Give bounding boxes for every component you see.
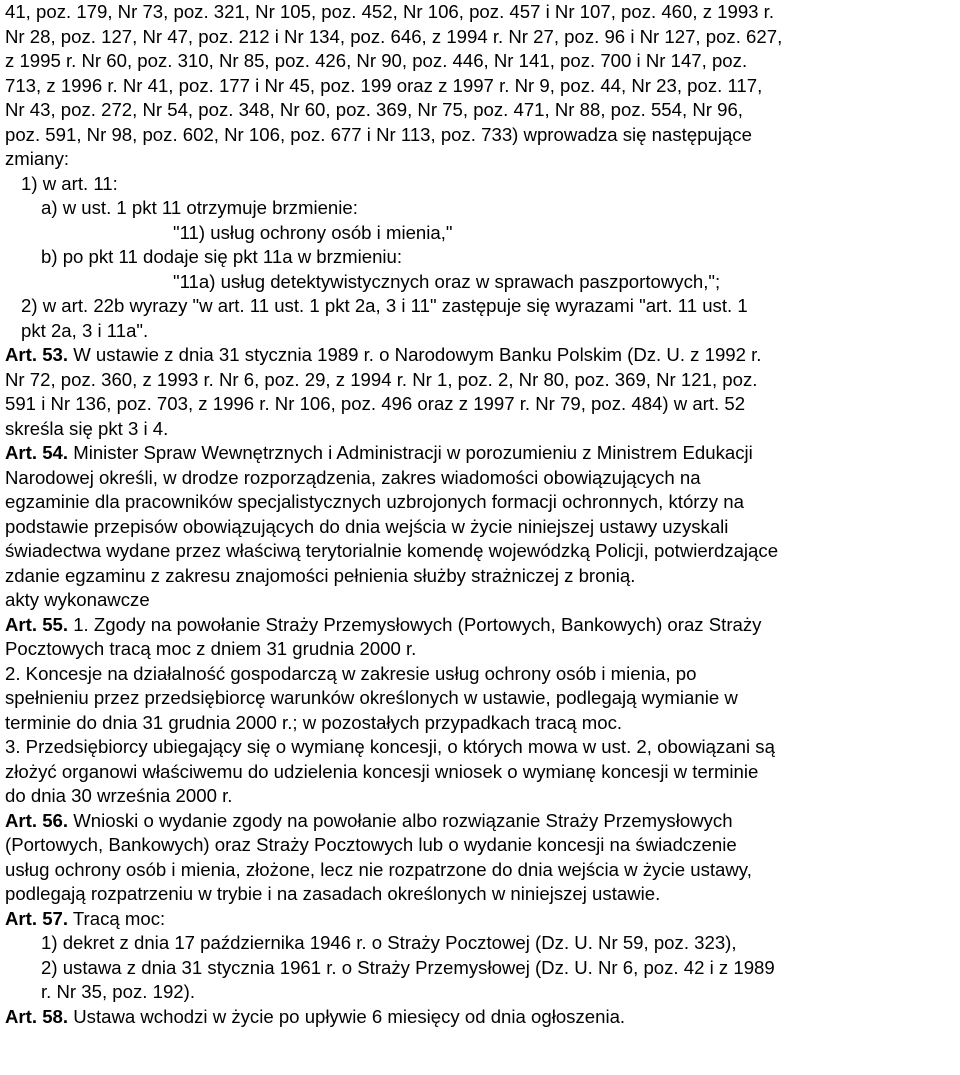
article-label: Art. 58. (5, 1005, 69, 1027)
article-56 (5, 809, 955, 907)
text-line: z 1995 r. Nr 60, poz. 310, Nr 85, poz. 426, Nr 90, poz. 446, Nr 141, poz. 700 i Nr 147, poz. (5, 50, 748, 71)
list-item: 2) w art. 22b wyrazy "w art. 11 ust. 1 pkt 2a, 3 i 11" zastępuje się wyrazami "art. 11 ust. 1 (21, 295, 748, 316)
text-line: 591 i Nr 136, poz. 703, z 1996 r. Nr 106, poz. 496 oraz z 1997 r. Nr 79, poz. 484) w art. 52 (5, 393, 746, 414)
text-line: 713, z 1996 r. Nr 41, poz. 177 i Nr 45, poz. 199 oraz z 1997 r. Nr 9, poz. 44, Nr 23, poz. 117, (5, 74, 763, 96)
quoted-text: "11a) usług detektywistycznych oraz w sprawach paszportowych,"; (173, 270, 721, 292)
text-line: Narodowej określi, w drodze rozporządzenia, zakres wiadomości obowiązujących na (5, 466, 701, 488)
text-line: do dnia 30 września 2000 r. (5, 785, 233, 806)
text-line: zdanie egzaminu z zakresu znajomości pełnienia służby strażniczej z bronią. (5, 564, 636, 586)
list-item-continued: r. Nr 35, poz. 192). (41, 981, 195, 1002)
text-line: Art. 56. Wnioski o wydanie zgody na powołanie albo rozwiązanie Straży Przemysłowych (5, 809, 733, 831)
text-line: terminie do dnia 31 grudnia 2000 r.; w pozostałych przypadkach tracą moc. (5, 711, 623, 733)
text-line: złożyć organowi właściwemu do udzielenia koncesji wniosek o wymianę koncesji w terminie (5, 760, 759, 782)
text-line: Art. 54. Minister Spraw Wewnętrznych i Administracji w porozumieniu z Ministrem Edukacji (5, 442, 753, 463)
article-53 (5, 343, 955, 441)
text-line: skreśla się pkt 3 i 4. (5, 417, 169, 439)
text-line: podstawie przepisów obowiązujących do dnia wejścia w życie niniejszej ustawy uzyskali (5, 515, 729, 537)
article-label: Art. 54. (5, 442, 69, 463)
text-line: Pocztowych tracą moc z dniem 31 grudnia 2000 r. (5, 638, 417, 659)
text-line: 41, poz. 179, Nr 73, poz. 321, Nr 105, poz. 452, Nr 106, poz. 457 i Nr 107, poz. 460, z 1993 r. (5, 1, 775, 22)
text-line: Nr 72, poz. 360, z 1993 r. Nr 6, poz. 29, z 1994 r. Nr 1, poz. 2, Nr 80, poz. 369, Nr 121, poz. (5, 368, 758, 390)
article-label: Art. 57. (5, 907, 69, 929)
text-line: egzaminie dla pracowników specjalistycznych uzbrojonych formacji ochronnych, którzy na (5, 491, 744, 512)
quoted-text: "11) usług ochrony osób i mienia," (173, 221, 453, 243)
article-label: Art. 56. (5, 809, 69, 831)
text-line: Art. 58. Ustawa wchodzi w życie po upływie 6 miesięcy od dnia ogłoszenia. (5, 1005, 626, 1027)
text-line: Nr 28, poz. 127, Nr 47, poz. 212 i Nr 134, poz. 646, z 1994 r. Nr 27, poz. 96 i Nr 127, poz. 627, (5, 25, 783, 47)
text-line: podlegają rozpatrzeniu w trybie i na zasadach określonych w niniejszej ustawie. (5, 883, 661, 904)
article-label: Art. 55. (5, 613, 69, 635)
text-line: Art. 53. W ustawie z dnia 31 stycznia 1989 r. o Narodowym Banku Polskim (Dz. U. z 1992 r. (5, 344, 762, 365)
text-line: zmiany: (5, 148, 70, 169)
list-item: a) w ust. 1 pkt 11 otrzymuje brzmienie: (41, 197, 358, 218)
list-item: 1) dekret z dnia 17 października 1946 r. o Straży Pocztowej (Dz. U. Nr 59, poz. 323), (41, 932, 737, 953)
text-line: 3. Przedsiębiorcy ubiegający się o wymianę koncesji, o których mowa w ust. 2, obowiązani są (5, 736, 775, 757)
text-line: akty wykonawcze (5, 589, 150, 610)
text-line: usług ochrony osób i mienia, złożone, lecz nie rozpatrzone do dnia wejścia w życie ustawy, (5, 858, 752, 880)
text-line: Art. 57. Tracą moc: (5, 907, 166, 929)
text-line: 2. Koncesje na działalność gospodarczą w zakresie usług ochrony osób i mienia, po (5, 662, 697, 684)
article-57 (5, 907, 955, 1005)
article-58 (5, 1005, 955, 1030)
list-item: b) po pkt 11 dodaje się pkt 11a w brzmieniu: (41, 246, 403, 267)
text-line: (Portowych, Bankowych) oraz Straży Pocztowych lub o wydanie koncesji na świadczenie (5, 834, 737, 855)
article-label: Art. 53. (5, 344, 69, 365)
text-line: Art. 55. 1. Zgody na powołanie Straży Przemysłowych (Portowych, Bankowych) oraz Straży (5, 613, 762, 635)
list-item-continued: pkt 2a, 3 i 11a". (21, 319, 149, 341)
text-line: poz. 591, Nr 98, poz. 602, Nr 106, poz. 677 i Nr 113, poz. 733) wprowadza się następujące (5, 123, 752, 145)
text-line: Nr 43, poz. 272, Nr 54, poz. 348, Nr 60, poz. 369, Nr 75, poz. 471, Nr 88, poz. 554, Nr 96, (5, 99, 743, 120)
article-55 (5, 613, 955, 809)
list-item: 2) ustawa z dnia 31 stycznia 1961 r. o Straży Przemysłowej (Dz. U. Nr 6, poz. 42 i z 1989 (41, 956, 775, 978)
text-line: świadectwa wydane przez właściwą terytorialnie komendę wojewódzką Policji, potwierdzające (5, 540, 779, 561)
article-54 (5, 441, 955, 613)
text-line: spełnieniu przez przedsiębiorcę warunków określonych w ustawie, podlegają wymianie w (5, 687, 738, 708)
list-item: 1) w art. 11: (21, 172, 118, 194)
